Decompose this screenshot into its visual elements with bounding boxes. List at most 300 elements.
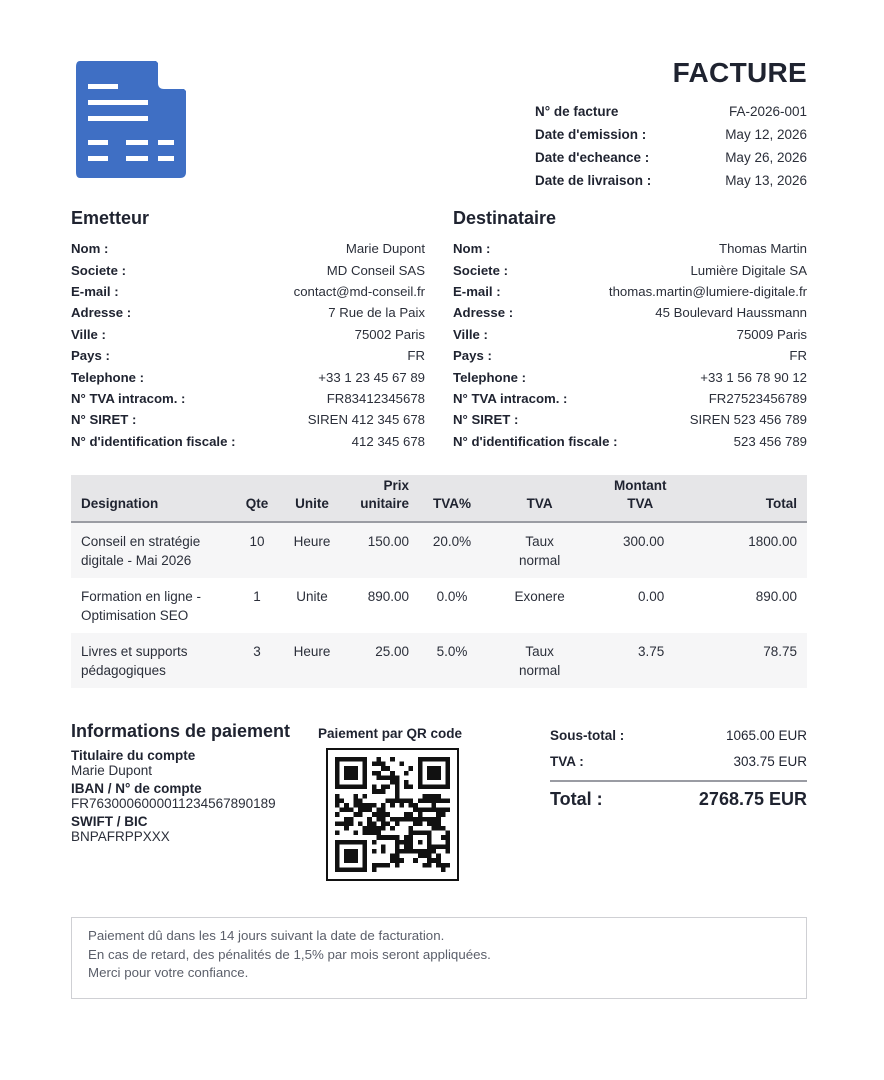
qr-module [349,757,354,762]
col-montant-tva [594,475,686,522]
qr-module [390,826,395,831]
qr-module [418,808,423,813]
qr-module [376,762,381,767]
iban-value: FR7630006000011234567890189 [71,796,276,811]
field-value: SIREN 523 456 789 [689,412,807,428]
meta-label: Date de livraison : [535,173,652,188]
qr-module [418,854,423,859]
qr-module [376,812,381,817]
qr-module [372,821,377,826]
qr-module [340,757,345,762]
table-row [71,522,807,578]
qr-module [427,794,432,799]
field-label: Pays : [453,348,492,364]
qr-module [363,757,368,762]
field-value: FR27523456789 [708,390,807,406]
invoice-title: FACTURE [672,57,807,88]
qr-module [441,844,446,849]
cell-tva-pct: 5.0% [436,644,468,659]
qr-module [422,863,427,868]
qr-module [436,821,441,826]
items-table [71,475,807,688]
qr-module [422,757,427,762]
field-label: N° SIRET : [453,412,519,428]
qr-module [399,803,404,808]
qr-module [353,849,358,854]
qr-module [358,867,363,872]
qr-module [432,821,437,826]
col-montant-line2: TVA [627,496,654,511]
qr-module [376,771,381,776]
qr-module [340,867,345,872]
field-value: thomas.martin@lumiere-digitale.fr [608,283,807,299]
qr-module [404,849,409,854]
meta-row [535,100,807,123]
qr-module [395,794,400,799]
qr-module [376,817,381,822]
qr-module [335,757,340,762]
col-designation: Designation [71,475,233,522]
qr-module [349,785,354,790]
qr-module [436,766,441,771]
qr-module [422,849,427,854]
note-line: Paiement dû dans les 14 jours suivant la date de facturation. [88,928,445,943]
qr-module [418,785,423,790]
emitter-section [71,208,425,452]
qr-module [445,766,450,771]
qr-code-pattern [335,757,450,872]
qr-module [427,808,432,813]
qr-module [445,775,450,780]
cell-prix: 890.00 [367,589,409,604]
qr-module [335,803,340,808]
qr-module [353,854,358,859]
qr-module [404,798,409,803]
field-label: Adresse : [453,305,514,321]
qr-module [445,863,450,868]
qr-module [335,844,340,849]
swift-value: BNPAFRPPXXX [71,829,170,844]
qr-module [363,775,368,780]
qr-module [335,812,340,817]
qr-module [335,867,340,872]
qr-module [409,766,414,771]
qr-module [395,835,400,840]
qr-module [432,808,437,813]
qr-module [344,840,349,845]
qr-module [353,766,358,771]
qr-module [376,808,381,813]
qr-module [381,821,386,826]
qr-module [372,785,377,790]
cell-total: 890.00 [755,589,797,604]
emitter-row [71,388,425,409]
qr-module [427,817,432,822]
qr-module [418,817,423,822]
qr-module [344,766,349,771]
qr-module [390,798,395,803]
field-value: Lumière Digitale SA [690,262,807,278]
qr-module [404,835,409,840]
qr-module [353,803,358,808]
col-prix-line2: unitaire [360,496,409,511]
qr-module [395,844,400,849]
emitter-row [71,324,425,345]
qr-module [358,803,363,808]
qr-module [363,803,368,808]
qr-module [409,840,414,845]
qr-module [445,808,450,813]
field-value: FR [407,348,425,364]
qr-module [335,798,340,803]
qr-module [349,854,354,859]
qr-module [432,858,437,863]
qr-module [409,831,414,836]
qr-module [349,775,354,780]
qr-module [381,766,386,771]
qr-module [340,840,345,845]
qr-module [395,849,400,854]
tva-label: TVA : [550,753,584,769]
field-label: N° d'identification fiscale : [71,433,236,449]
qr-module [436,854,441,859]
field-label: Ville : [71,326,106,342]
qr-module [413,831,418,836]
qr-module [404,840,409,845]
qr-module [340,785,345,790]
qr-module [372,771,377,776]
qr-module [409,812,414,817]
qr-module [441,867,446,872]
qr-module [381,826,386,831]
field-value: 75009 Paris [736,326,807,342]
qr-module [432,798,437,803]
qr-module [432,785,437,790]
field-value: Thomas Martin [719,241,807,257]
qr-module [409,826,414,831]
qr-module [445,780,450,785]
table-row [71,633,807,688]
qr-module [399,840,404,845]
qr-module [399,798,404,803]
qr-module [335,863,340,868]
qr-module [432,775,437,780]
table-header-row [71,475,807,522]
qr-module [404,771,409,776]
qr-module [418,762,423,767]
qr-module [344,826,349,831]
field-label: E-mail : [453,283,501,299]
qr-module [445,771,450,776]
qr-module [445,849,450,854]
qr-module [445,757,450,762]
qr-module [349,771,354,776]
qr-module [353,775,358,780]
qr-module [395,817,400,822]
qr-module [432,771,437,776]
qr-module [381,808,386,813]
qr-module [427,771,432,776]
qr-module [404,844,409,849]
field-label: Nom : [453,241,491,257]
meta-label: N° de facture [535,104,619,119]
qr-module [335,762,340,767]
qr-module [363,863,368,868]
meta-label: Date d'emission : [535,127,647,142]
qr-module [363,762,368,767]
table-row [71,578,807,633]
meta-row [535,123,807,146]
meta-row [535,169,807,192]
qr-module [445,762,450,767]
cell-unite: Heure [293,644,331,659]
qr-module [418,840,423,845]
qr-module [376,835,381,840]
qr-module [335,840,340,845]
qr-module [372,812,377,817]
field-label: N° d'identification fiscale : [453,433,618,449]
col-unite: Unite [281,475,343,522]
qr-module [372,826,377,831]
qr-module [381,835,386,840]
qr-module [335,785,340,790]
cell-tva: Taux normal [519,644,561,678]
recipient-section [453,208,807,452]
subtotal-value: 1065.00 EUR [725,727,807,743]
qr-module [422,808,427,813]
qr-module [445,798,450,803]
recipient-row [453,238,807,259]
cell-total: 1800.00 [748,534,797,549]
meta-label: Date d'echeance : [535,150,650,165]
qr-module [353,812,358,817]
qr-module [344,785,349,790]
qr-module [409,849,414,854]
qr-module [422,831,427,836]
qr-module [427,858,432,863]
qr-module [413,808,418,813]
qr-module [427,766,432,771]
field-value: contact@md-conseil.fr [293,283,425,299]
field-label: N° TVA intracom. : [71,390,186,406]
qr-module [418,849,423,854]
qr-module [335,775,340,780]
qr-title: Paiement par QR code [318,726,463,741]
qr-module [399,858,404,863]
qr-module [335,821,340,826]
emitter-row [71,281,425,302]
qr-module [353,785,358,790]
meta-value: FA-2026-001 [728,104,807,119]
field-value: 523 456 789 [733,433,807,449]
qr-module [372,867,377,872]
qr-module [372,762,377,767]
qr-module [376,757,381,762]
qr-module [445,831,450,836]
qr-module [395,863,400,868]
qr-module [436,798,441,803]
field-label: Ville : [453,326,488,342]
qr-module [376,863,381,868]
qr-module [390,817,395,822]
qr-module [432,757,437,762]
qr-module [367,826,372,831]
qr-module [363,826,368,831]
qr-module [372,831,377,836]
qr-module [418,771,423,776]
qr-module [344,771,349,776]
qr-module [349,817,354,822]
qr-module [363,808,368,813]
meta-row [535,146,807,169]
qr-module [409,785,414,790]
emitter-row [71,366,425,387]
qr-module [349,867,354,872]
qr-module [349,858,354,863]
holder-value: Marie Dupont [71,763,153,778]
recipient-row [453,345,807,366]
qr-module [432,844,437,849]
qr-module [432,794,437,799]
qr-module [363,840,368,845]
qr-module [358,812,363,817]
qr-module [335,831,340,836]
qr-module [363,849,368,854]
qr-module [335,858,340,863]
qr-module [432,803,437,808]
qr-module [381,803,386,808]
qr-module [340,798,345,803]
qr-module [427,831,432,836]
qr-module [372,849,377,854]
qr-module [372,840,377,845]
qr-module [367,808,372,813]
qr-code [326,748,459,881]
qr-module [358,808,363,813]
qr-module [409,835,414,840]
totals-section [550,722,807,816]
qr-module [413,849,418,854]
emitter-row [71,409,425,430]
qr-module [381,844,386,849]
qr-module [344,817,349,822]
qr-module [358,821,363,826]
field-value: SIREN 412 345 678 [307,412,425,428]
field-label: Pays : [71,348,110,364]
emitter-row [71,345,425,366]
qr-module [367,817,372,822]
cell-unite: Heure [293,534,331,549]
qr-module [386,798,391,803]
qr-module [399,849,404,854]
qr-module [390,858,395,863]
qr-module [340,808,345,813]
qr-module [395,798,400,803]
emitter-row [71,238,425,259]
field-label: Telephone : [71,369,145,385]
cell-qte: 10 [249,534,265,549]
qr-module [427,849,432,854]
qr-module [386,785,391,790]
qr-module [418,812,423,817]
field-label: Societe : [453,262,508,278]
qr-module [386,775,391,780]
emitter-row [71,431,425,452]
qr-module [432,826,437,831]
qr-module [422,794,427,799]
field-value: 45 Boulevard Haussmann [655,305,807,321]
qr-module [386,766,391,771]
qr-module [395,840,400,845]
qr-module [344,867,349,872]
qr-module [413,821,418,826]
qr-module [413,803,418,808]
qr-module [427,844,432,849]
qr-module [353,831,358,836]
payment-section [71,721,311,847]
qr-module [381,812,386,817]
recipient-row [453,366,807,387]
qr-module [363,785,368,790]
qr-module [381,785,386,790]
qr-module [372,863,377,868]
field-value: 412 345 678 [351,433,425,449]
grand-total-label: Total : [550,788,603,809]
note-line: En cas de retard, des pénalités de 1,5% par mois seront appliquées. [88,946,491,962]
qr-module [367,821,372,826]
qr-module [335,766,340,771]
qr-module [418,775,423,780]
qr-module [445,840,450,845]
qr-module [335,854,340,859]
qr-module [390,780,395,785]
qr-module [381,762,386,767]
qr-module [436,817,441,822]
qr-module [381,775,386,780]
qr-module [340,821,345,826]
recipient-heading: Destinataire [453,208,557,228]
cell-unite: Unite [296,589,328,604]
cell-montant-tva: 0.00 [637,589,665,604]
qr-module [376,789,381,794]
qr-module [427,785,432,790]
meta-value: May 26, 2026 [725,150,807,165]
qr-module [390,771,395,776]
qr-module [395,821,400,826]
qr-module [399,762,404,767]
qr-module [441,785,446,790]
invoice-meta [535,100,807,192]
qr-module [409,803,414,808]
qr-module [418,831,423,836]
cell-qte: 3 [253,644,261,659]
qr-module [441,835,446,840]
qr-module [436,808,441,813]
qr-module [344,808,349,813]
grand-total-value: 2768.75 EUR [698,788,807,809]
iban-label: IBAN / N° de compte [71,781,202,796]
cell-designation: Conseil en stratégie digitale - Mai 2026 [81,534,201,568]
holder-label: Titulaire du compte [71,748,196,763]
qr-module [418,757,423,762]
subtotal-label: Sous-total : [550,727,625,743]
qr-module [363,771,368,776]
field-label: N° SIRET : [71,412,137,428]
cell-designation: Formation en ligne - Optimisation SEO [81,589,202,623]
qr-module [395,785,400,790]
qr-module [353,771,358,776]
qr-module [386,821,391,826]
